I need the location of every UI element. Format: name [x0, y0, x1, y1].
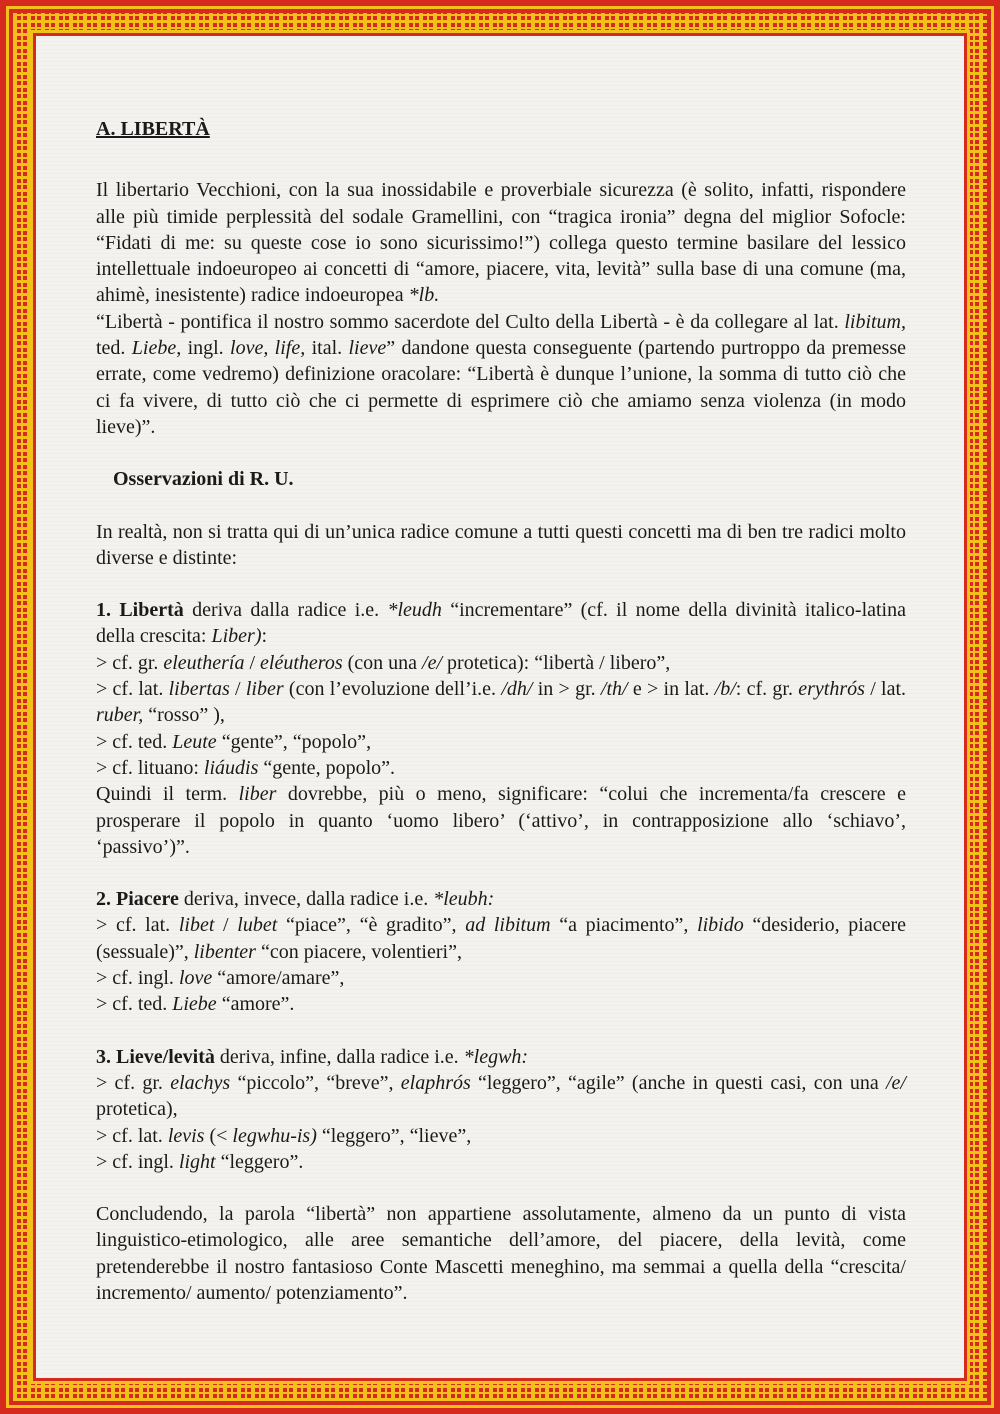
list-item: > cf. gr. elachys “piccolo”, “breve”, elaphrós “leggero”, “agile” (anche in questi casi, con una /e/ protetica),: [96, 1071, 906, 1121]
list-item: > cf. lat. libet / lubet “piace”, “è gradito”, ad libitum “a piacimento”, libido “desiderio, piacere (sessuale)”, libenter “con piacere, volentieri”,: [96, 914, 906, 963]
section-levita-heading: 3. Lieve/levità deriva, infine, dalla radice i.e. *legwh:: [96, 1045, 529, 1068]
observations-intro: In realtà, non si tratta qui di un’unica radice comune a tutti questi concetti ma di ben tre radici molto diverse e distinte:: [96, 520, 906, 569]
section-liberta-conclusion: Quindi il term. liber dovrebbe, più o meno, significare: “colui che incrementa/fa crescere e prosperare il popolo in quanto ‘uomo libero’ (‘attivo’, in contrapposizione allo ‘schiavo’, ‘passivo’)”.: [96, 783, 906, 858]
list-item: > cf. lat. levis (< legwhu-is) “leggero”, “lieve”,: [96, 1124, 472, 1147]
observations-heading: Osservazioni di R. U.: [113, 468, 294, 491]
list-item: > cf. gr. eleuthería / eléutheros (con una /e/ protetica): “libertà / libero”,: [96, 651, 671, 674]
section-liberta: [96, 597, 906, 860]
page-title: A. LIBERTÀ: [96, 118, 210, 140]
section-piacere: [96, 886, 906, 1017]
list-item: > cf. lituano: liáudis “gente, popolo”.: [96, 756, 395, 779]
section-levita: [96, 1044, 906, 1175]
section-liberta-heading: 1. Libertà deriva dalla radice i.e. *leudh “incrementare” (cf. il nome della divinità italico-latina della crescita: Liber):: [96, 599, 906, 648]
intro-quote-paragraph: “Libertà - pontifica il nostro sommo sacerdote del Culto della Libertà - è da collegare al lat. libitum, ted. Liebe, ingl. love, life, ital. lieve” dandone questa conseguente (partendo purtroppo da premesse errate, come vedremo) definizione oracolare: “Libertà è dunque l’unione, la somma di tutto ciò che ci fa vivere, di tutto ciò che ci permette di esprimere ciò che amiamo senza violenza (in modo lieve)”.: [96, 310, 906, 438]
intro-paragraph: Il libertario Vecchioni, con la sua inossidabile e proverbiale sicurezza (è solito, infatti, rispondere alle più timide perplessità del sodale Gramellini, con “tragica ironia” degna del miglior Sofocle: “Fidati di me: su queste cose io sono sicurissimo!”) collega questo termine basilare del lessico intellettuale indoeuropeo ai concetti di “amore, piacere, vita, levità” sulla base di una comune (ma, ahimè, inesistente) radice indoeuropea *lb.: [96, 179, 906, 307]
list-item: > cf. ted. Leute “gente”, “popolo”,: [96, 730, 372, 753]
list-item: > cf. ingl. love “amore/amare”,: [96, 967, 345, 990]
conclusion-paragraph: Concludendo, la parola “libertà” non appartiene assolutamente, almeno da un punto di vista linguistico-etimologico, alle aree semantiche dell’amore, del piacere, della levità, come pretenderebbe il nostro fantasioso Conte Mascetti meneghino, ma semmai a quella della “crescita/ incremento/ aumento/ potenziamento”.: [96, 1203, 906, 1304]
section-piacere-heading: 2. Piacere deriva, invece, dalla radice i.e. *leubh:: [96, 888, 495, 911]
document-body: [96, 116, 906, 1306]
list-item: > cf. lat. libertas / liber (con l’evoluzione dell’i.e. /dh/ in > gr. /th/ e > in lat. /b/: cf. gr. erythrós / lat. ruber, “rosso” ),: [96, 678, 907, 727]
list-item: > cf. ted. Liebe “amore”.: [96, 993, 295, 1016]
list-item: > cf. ingl. light “leggero”.: [96, 1150, 304, 1173]
